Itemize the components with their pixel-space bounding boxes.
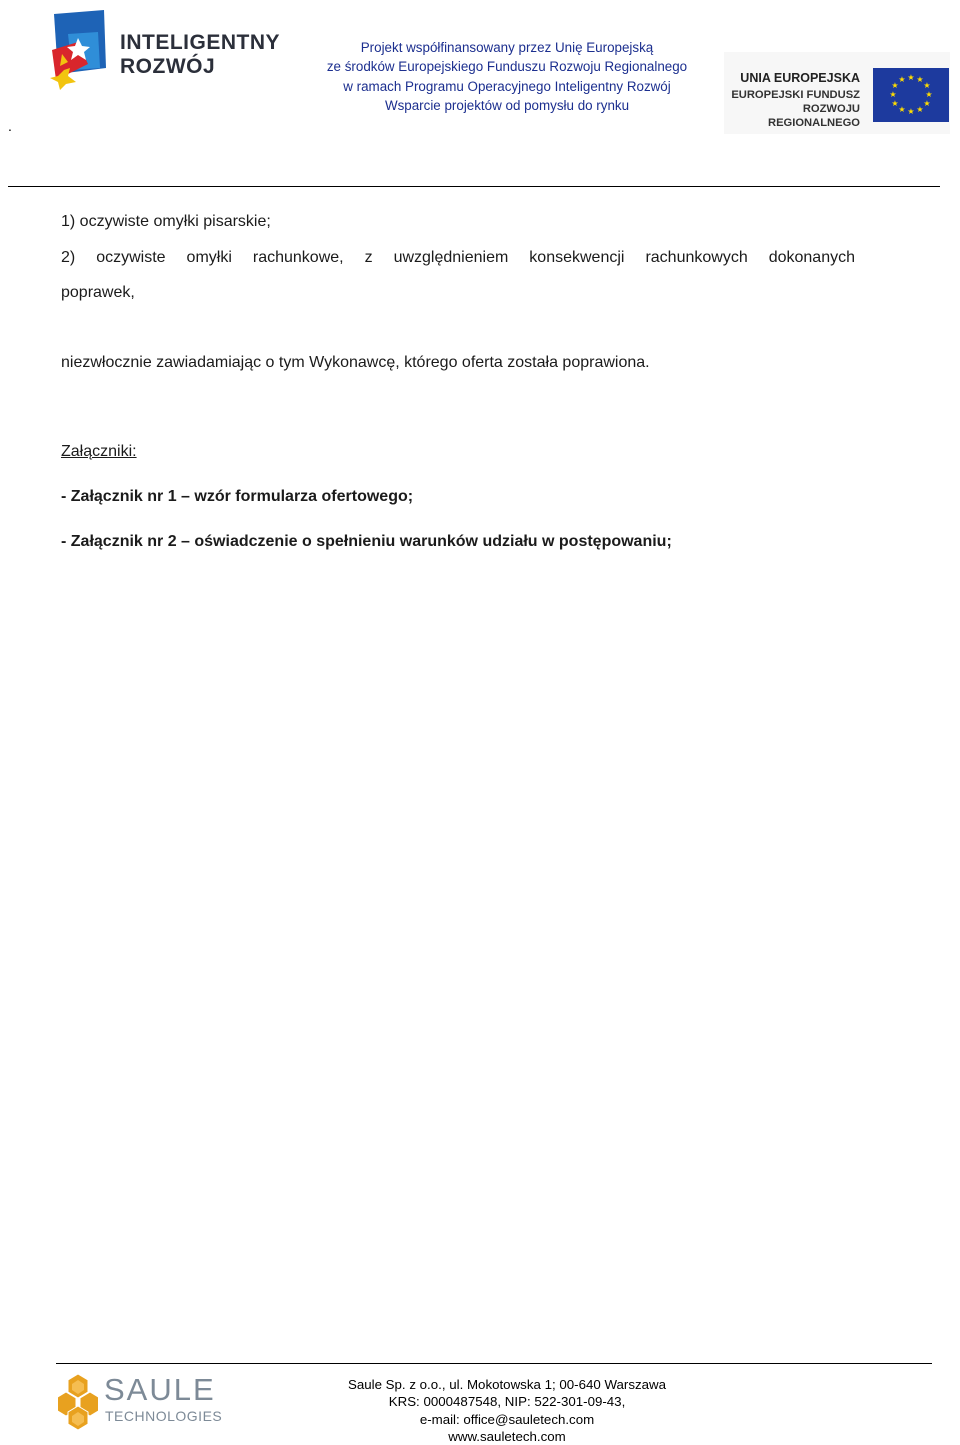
svg-text:★: ★ (925, 90, 933, 99)
saule-logo-tagline: TECHNOLOGIES (105, 1408, 223, 1424)
footer-website: www.sauletech.com (448, 1428, 566, 1444)
svg-text:★: ★ (916, 105, 924, 114)
saule-logo-name: SAULE (104, 1372, 216, 1407)
svg-text:★: ★ (891, 81, 899, 90)
eu-stars-icon (873, 68, 949, 122)
svg-text:★: ★ (898, 105, 906, 114)
attachments-heading: Załączniki: (61, 443, 137, 460)
eu-logo-line2: EUROPEJSKI FUNDUSZ (731, 89, 860, 101)
svg-text:★: ★ (891, 99, 899, 108)
footer-email: e-mail: office@sauletech.com (419, 1411, 595, 1427)
svg-text:★: ★ (907, 107, 915, 116)
project-funding-note (318, 38, 696, 115)
list-item: 1) oczywiste omyłki pisarskie; (61, 213, 271, 230)
svg-text:★: ★ (898, 75, 906, 84)
project-line: Projekt współfinansowany przez Unię Europejską (360, 40, 654, 55)
header-dot: . (8, 118, 12, 134)
eu-flag-icon (873, 68, 949, 122)
svg-text:★: ★ (923, 99, 931, 108)
inteligentny-rozwoj-logo (48, 10, 288, 90)
project-line: ze środków Europejskiego Funduszu Rozwoju Regionalnego (326, 59, 688, 75)
program-logo-line2: ROZWÓJ (120, 55, 216, 78)
attachment-item: - Załącznik nr 1 – wzór formularza ofertowego; (61, 488, 414, 505)
notice-paragraph: niezwłocznie zawiadamiając o tym Wykonawcę, którego oferta została poprawiona. (61, 354, 650, 371)
company-contact-info (330, 1376, 684, 1445)
eu-logo-line1: UNIA EUROPEJSKA (740, 71, 860, 85)
saule-technologies-logo (58, 1372, 223, 1434)
header-divider (8, 186, 940, 187)
svg-text:★: ★ (907, 73, 915, 82)
saule-sun-icon (58, 1372, 98, 1432)
eu-logo-lines (724, 88, 860, 130)
svg-text:★: ★ (923, 81, 931, 90)
svg-text:★: ★ (916, 75, 924, 84)
eu-fund-logo (724, 52, 950, 134)
project-line: Wsparcie projektów od pomysłu do rynku (384, 97, 630, 113)
footer-address: Saule Sp. z o.o., ul. Mokotowska 1; 00-640 Warszawa (347, 1377, 667, 1392)
inteligentny-rozwoj-emblem (48, 10, 110, 90)
list-item: 2) oczywiste omyłki rachunkowe, z uwzględnieniem konsekwencji rachunkowych dokonanych (61, 249, 855, 266)
project-line: w ramach Programu Operacyjnego Inteligentny Rozwój (343, 78, 671, 94)
footer-divider (56, 1363, 932, 1364)
program-logo-line1: INTELIGENTNY (120, 31, 281, 54)
list-item-continuation: poprawek, (61, 284, 135, 301)
attachment-item: - Załącznik nr 2 – oświadczenie o spełnieniu warunków udziału w postępowaniu; (61, 533, 672, 550)
eu-logo-line3: ROZWOJU REGIONALNEGO (768, 103, 860, 129)
footer-registration: KRS: 0000487548, NIP: 522-301-09-43, (388, 1394, 626, 1410)
svg-text:★: ★ (889, 90, 897, 99)
